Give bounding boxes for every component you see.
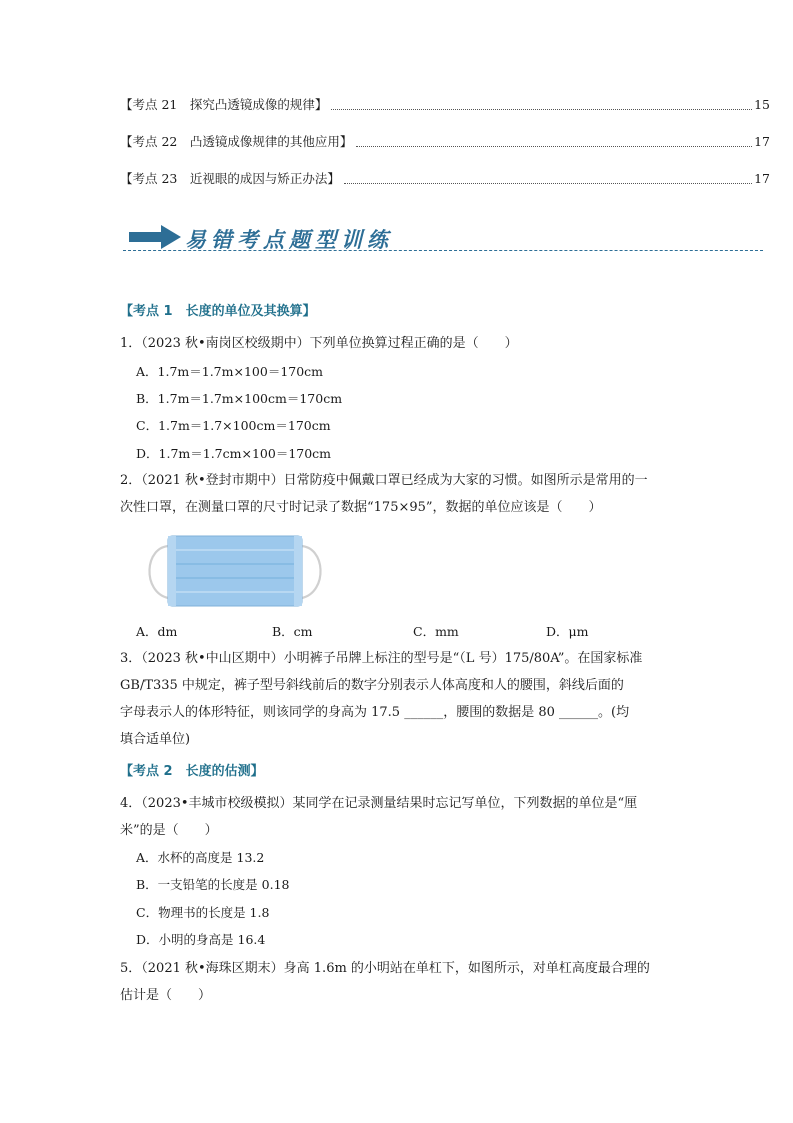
banner-divider <box>123 250 763 251</box>
toc-row-23[interactable] <box>120 170 770 188</box>
toc-leader-dots <box>356 146 752 147</box>
question-2-option-a: A．dm <box>136 624 178 639</box>
question-1-option-b: B．1.7m＝1.7m×100cm＝170cm <box>136 391 343 406</box>
toc-leader-dots <box>331 109 752 110</box>
toc-row-21[interactable] <box>120 96 770 114</box>
section-banner <box>123 222 763 254</box>
question-4-line1: 4．（2023•丰城市校级模拟）某同学在记录测量结果时忘记写单位，下列数据的单位是“厘 <box>120 796 638 811</box>
section-heading-1: 【考点 1 长度的单位及其换算】 <box>120 304 316 319</box>
question-1-option-d: D．1.7m＝1.7cm×100＝170cm <box>136 446 332 461</box>
toc-page-number: 17 <box>754 171 770 186</box>
question-3-line1: 3．（2023 秋•中山区期中）小明裤子吊牌上标注的型号是“（L 号）175/80A”。在国家标准 <box>120 651 643 666</box>
banner-title: 易错考点题型训练 <box>185 227 393 252</box>
question-2-option-b: B．cm <box>272 624 313 639</box>
question-3-line2: GB/T335 中规定，裤子型号斜线前后的数字分别表示人体高度和人的腰围，斜线后面的 <box>120 678 624 693</box>
question-4-option-b: B．一支铅笔的长度是 0.18 <box>136 877 290 892</box>
question-4-option-a: A．水杯的高度是 13.2 <box>136 850 265 865</box>
question-1-option-a: A．1.7m＝1.7m×100＝170cm <box>136 364 324 379</box>
toc-label: 【考点 23 近视眼的成因与矫正办法】 <box>120 171 340 186</box>
question-5-line1: 5．（2021 秋•海珠区期末）身高 1.6m 的小明站在单杠下，如图所示，对单杠高度最合理的 <box>120 961 650 976</box>
question-1-stem: 1．（2023 秋•南岗区校级期中）下列单位换算过程正确的是（ ） <box>120 336 518 351</box>
face-mask-image <box>140 532 330 612</box>
question-1-option-c: C．1.7m＝1.7×100cm＝170cm <box>136 418 331 433</box>
question-2-option-c: C．mm <box>413 624 459 639</box>
section-heading-2: 【考点 2 长度的估测】 <box>120 764 264 779</box>
toc-label: 【考点 22 凸透镜成像规律的其他应用】 <box>120 134 353 149</box>
question-3-line3: 字母表示人的体形特征，则该同学的身高为 17.5 ______，腰围的数据是 80 ______。(均 <box>120 705 630 720</box>
toc-page-number: 15 <box>754 97 770 112</box>
toc-row-22[interactable] <box>120 133 770 151</box>
question-3-line4: 填合适单位) <box>120 732 191 747</box>
arrow-right-icon <box>129 224 181 250</box>
question-5-line2: 估计是（ ） <box>120 988 212 1003</box>
question-2-stem-line2: 次性口罩，在测量口罩的尺寸时记录了数据“175×95”，数据的单位应该是（ ） <box>120 500 602 515</box>
toc-leader-dots <box>344 183 752 184</box>
question-4-option-c: C．物理书的长度是 1.8 <box>136 905 270 920</box>
toc-page-number: 17 <box>754 134 770 149</box>
question-2-stem-line1: 2．（2021 秋•登封市期中）日常防疫中佩戴口罩已经成为大家的习惯。如图所示是常用的一 <box>120 473 648 488</box>
question-2-option-d: D．μm <box>546 624 589 639</box>
question-4-option-d: D．小明的身高是 16.4 <box>136 932 266 947</box>
toc-label: 【考点 21 探究凸透镜成像的规律】 <box>120 97 328 112</box>
question-4-line2: 米”的是（ ） <box>120 823 218 838</box>
